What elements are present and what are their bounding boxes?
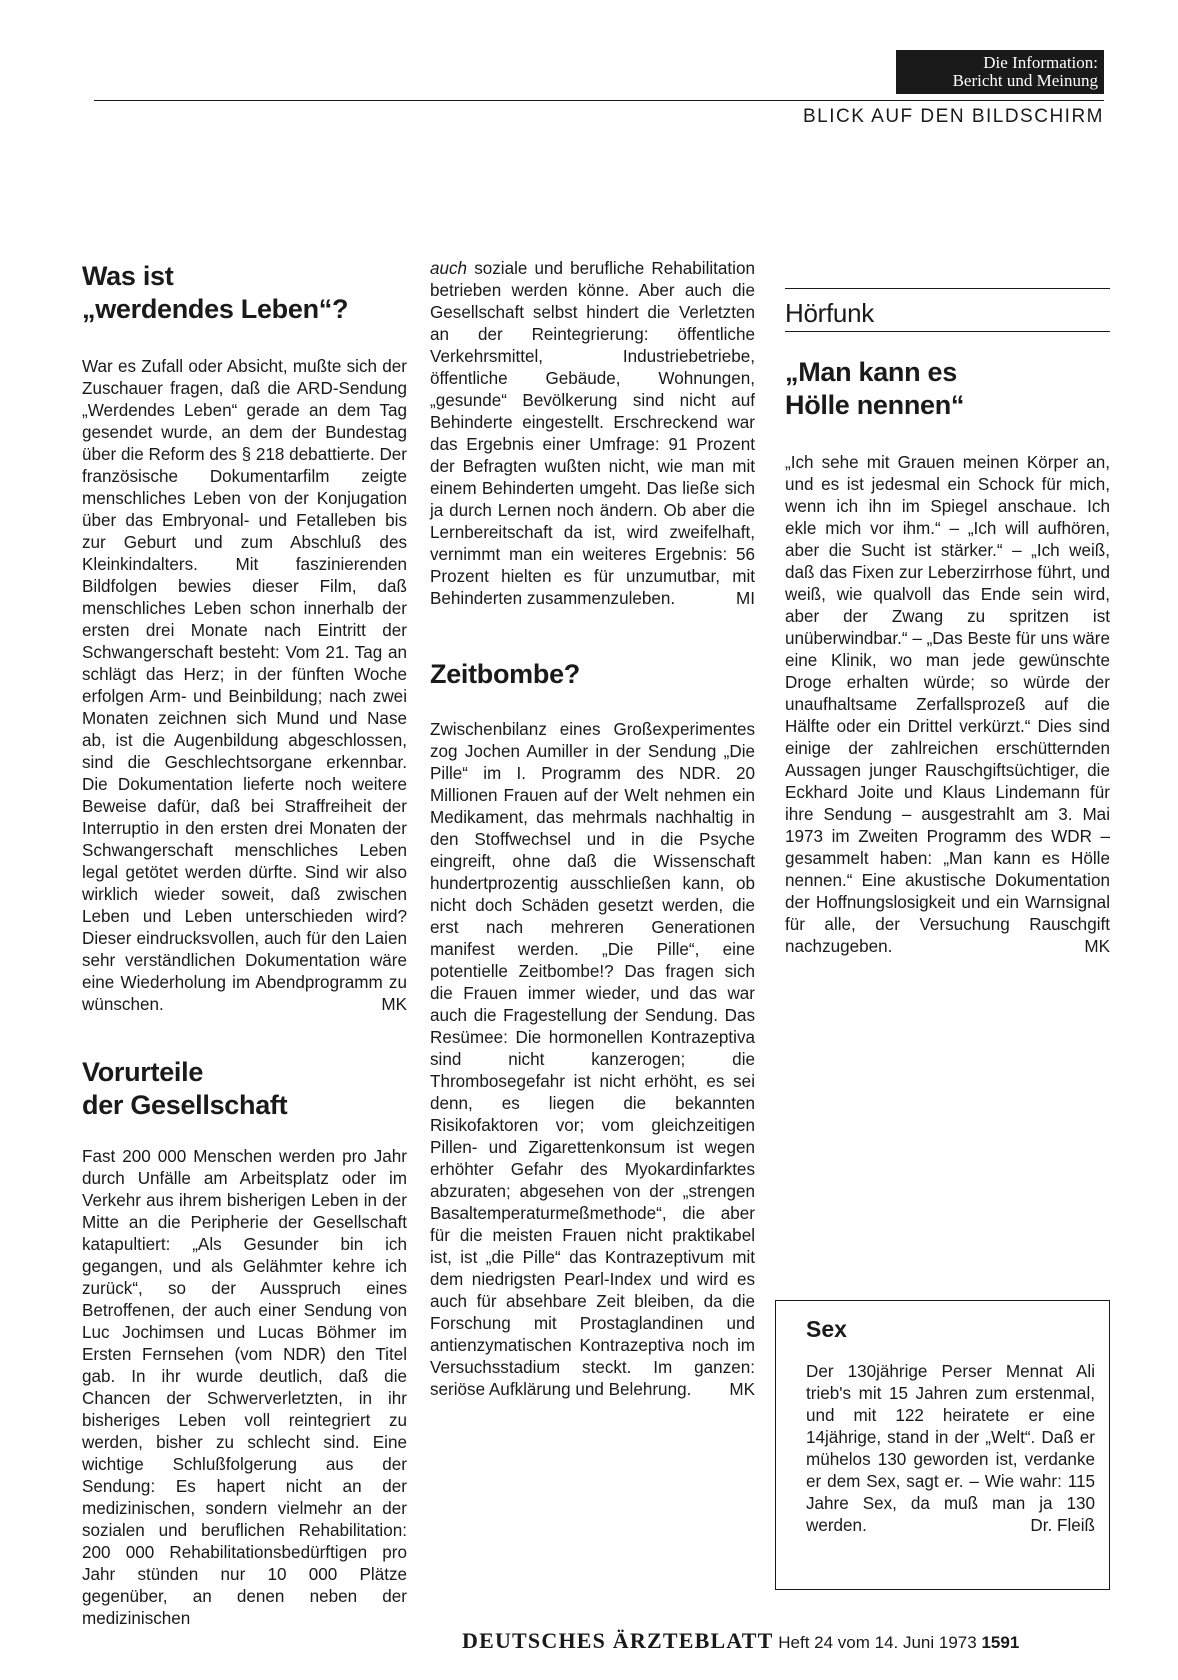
top-rule [94, 100, 1104, 101]
article2-text-a: Fast 200 000 Menschen werden pro Jahr durch Unfälle am Arbeitsplatz oder im Verkehr aus ihrem bisherigen Leben in der Mitte an die Peripherie der Gesellschaft katapultiert: „Als Gesunder bin ich gegangen, und als Gelähmter kehre ich zurück“, so der Ausspruch eines Betroffenen, der auch einer Sendung von Luc Jochimsen und Lucas Böhmer im Ersten Fernsehen (vom NDR) den Titel gab. In ihr wurde deutlich, daß die Chancen der Schwerverletzten, in ihr bisheriges Leben voll reintegriert zu werden, bisher zu schlecht sind. Eine wichtige Schlußfolgerung aus der Sendung: Es hapert nicht an der medizinischen, sondern vielmehr an der sozialen und beruflichen Rehabilitation: 200 000 Rehabilitationsbedürftigen pro Jahr stünden nur 10 000 Plätze gegenüber, an denen neben der medizinischen [82, 1147, 407, 1628]
box-title: Sex [806, 1316, 847, 1342]
article2-signature: MI [736, 589, 755, 608]
box-signature: Dr. Fleiß [1030, 1516, 1095, 1535]
article1-body [82, 356, 407, 1016]
radio-rule-bottom [785, 331, 1110, 332]
box-body [806, 1361, 1095, 1537]
article2-title-line2: der Gesellschaft [82, 1090, 288, 1120]
page-rubric: BLICK AUF DEN BILDSCHIRM [803, 106, 1104, 127]
article3-signature: MK [729, 1380, 755, 1399]
column-3 [785, 258, 1110, 958]
section-label-line1: Die Information: [983, 53, 1098, 72]
footer-issue: Heft 24 vom 14. Juni 1973 [778, 1633, 977, 1652]
radio-title [785, 356, 1110, 422]
column-2 [430, 258, 755, 1401]
column-1 [82, 260, 407, 1630]
footer-publication: DEUTSCHES ÄRZTEBLATT [462, 1628, 774, 1653]
article1-title-line2: „werdendes Leben“? [82, 294, 349, 324]
article2-body-part1 [82, 1146, 407, 1630]
article3-text: Zwischenbilanz eines Großexperimentes zog Jochen Aumiller in der Sendung „Die Pille“ im I. Programm des NDR. 20 Millionen Frauen auf der Welt nehmen ein Medikament, das mehrmals nachhaltig in den Stoffwechsel und in die Psyche eingreift, ohne daß die Wissenschaft hundertprozentig ausschließen kann, ob nicht doch Schäden gesetzt werden, die erst nach mehreren Generationen manifest werden. „Die Pille“, eine potentielle Zeitbombe!? Das fragen sich die Frauen immer wieder, und das war auch die Fragestellung der Sendung. Das Resümee: Die hormonellen Kontrazeptiva sind nicht kanzerogen; die Thrombosegefahr ist nicht erhöht, es sei denn, es liegen die bekannten Risikofaktoren vor; vom gleichzeitigen Pillen- und Zigarettenkonsum ist wegen erhöhter Gefahr des Myokardinfarktes abzuraten; abgesehen von der „strengen Basaltemperaturmeßmethode“, die aber für die meisten Frauen nicht praktikabel ist, ist „die Pille“ das Kontrazeptivum mit dem niedrigsten Pearl-Index und wird es auch für absehbare Zeit bleiben, da die Forschung mit Prostaglandinen und antienzymatischen Kontrazeptiva noch im Versuchsstadium steckt. Im ganzen: seriöse Aufklärung und Belehrung. [430, 720, 755, 1399]
article3-title: Zeitbombe? [430, 659, 580, 689]
radio-body [785, 452, 1110, 958]
article3-body [430, 719, 755, 1401]
article1-text: War es Zufall oder Absicht, mußte sich der Zuschauer fragen, daß die ARD-Sendung „Werdendes Leben“ gerade an dem Tag gesendet wurde, an dem der Bundestag über die Reform des § 218 debattierte. Der französische Dokumentarfilm zeigte menschliches Leben von der Konjugation über das Embryonal- und Fetalleben bis zur Geburt und zum Abschluß des Kleinkindalters. Mit faszinierenden Bildfolgen bewies dieser Film, daß menschliches Leben schon innerhalb der ersten drei Monate nach Eintritt der Schwangerschaft besteht: Vom 21. Tag an schlägt das Herz; in der fünften Woche erfolgen Arm- und Beinbildung; nach zwei Monaten zeichnen sich Mund und Nase ab, ist die Augenbildung abgeschlossen, sind die Geschlechtsorgane erkennbar. Die Dokumentation lieferte noch weitere Beweise dafür, daß bei Straffreiheit der Interruptio in den ersten drei Monaten der Schwangerschaft menschliches Leben legal getötet werden dürfte. Sind wir also wirklich wieder soweit, daß zwischen Leben und Leben unterschieden wird? Dieser eindrucksvollen, auch für den Laien sehr verständlichen Dokumentation wäre eine Wiederholung im Abendprogramm zu wünschen. [82, 357, 407, 1014]
radio-title-line1: „Man kann es [785, 357, 957, 387]
article1-signature: MK [381, 995, 407, 1014]
radio-title-line2: Hölle nennen“ [785, 390, 965, 420]
article2-title-line1: Vorurteile [82, 1057, 204, 1087]
section-label-line2: Bericht und Meinung [952, 71, 1098, 90]
article1-title-line1: Was ist [82, 261, 174, 291]
article2-title [82, 1056, 407, 1122]
section-label [896, 50, 1104, 94]
box-text: Der 130jährige Perser Mennat Ali trieb's mit 15 Jahren zum erstenmal, und mit 122 heiratete er eine 14jährige, stand in der „Welt“. Daß er mühelos 130 geworden ist, verdanke er dem Sex, sagt er. – Wie wahr: 115 Jahre Sex, da muß man ja 130 werden. [806, 1362, 1095, 1535]
footer-page-number: 1591 [981, 1633, 1020, 1652]
page-footer [462, 1628, 1112, 1654]
radio-text: „Ich sehe mit Grauen meinen Körper an, und es ist jedesmal ein Schock für mich, wenn ich ihn im Spiegel anschaue. Ich ekle mich vor ihm.“ – „Ich will aufhören, aber die Sucht ist stärker.“ – „Ich weiß, daß das Fixen zur Leberzirrhose führt, und weiß, wie qualvoll das Ende sein wird, aber der Zwang zu spritzen ist unüberwindbar.“ – „Das Beste für uns wäre eine Klinik, wo man jede gewünschte Droge erhalten würde; so würde der unaufhaltsame Zerfallsprozeß auf die Hälfte oder ein Drittel verkürzt.“ Dies sind einige der zahlreichen erschütternden Aussagen junger Rauschgiftsüchtiger, die Eckhard Joite und Klaus Lindemann für ihre Sendung – ausgestrahlt am 3. Mai 1973 im Zweiten Programm des WDR – gesammelt haben: „Man kann es Hölle nennen.“ Eine akustische Dokumentation der Hoffnungslosigkeit und ein Warnsignal für alle, der Versuchung Rauschgift nachzugeben. [785, 453, 1110, 956]
article2-text-b: soziale und berufliche Rehabilitation betrieben werden könne. Aber auch die Gesellschaft selbst hindert die Verletzten an der Reintegrierung: öffentliche Verkehrsmittel, Industriebetriebe, öffentliche Gebäude, Wohnungen, „gesunde“ Bevölkerung sind nicht auf Behinderte eingestellt. Erschreckend war das Ergebnis einer Umfrage: 91 Prozent der Befragten wußten nicht, wie man mit einem Behinderten umgeht. Das ließe sich ja durch Lernen noch ändern. Ob aber die Lernbereitschaft da ist, wird zweifelhaft, vernimmt man ein weiteres Ergebnis: 56 Prozent hielten es für unzumutbar, mit Behinderten zusammenzuleben. [430, 259, 755, 608]
radio-rubric: Hörfunk [785, 298, 874, 328]
radio-signature: MK [1084, 937, 1110, 956]
sidebar-box-sex [775, 1300, 1110, 1590]
article1-title [82, 260, 407, 326]
radio-rule-top [785, 288, 1110, 289]
article2-body-part2 [430, 258, 755, 610]
article2-emphasis: auch [430, 259, 468, 278]
